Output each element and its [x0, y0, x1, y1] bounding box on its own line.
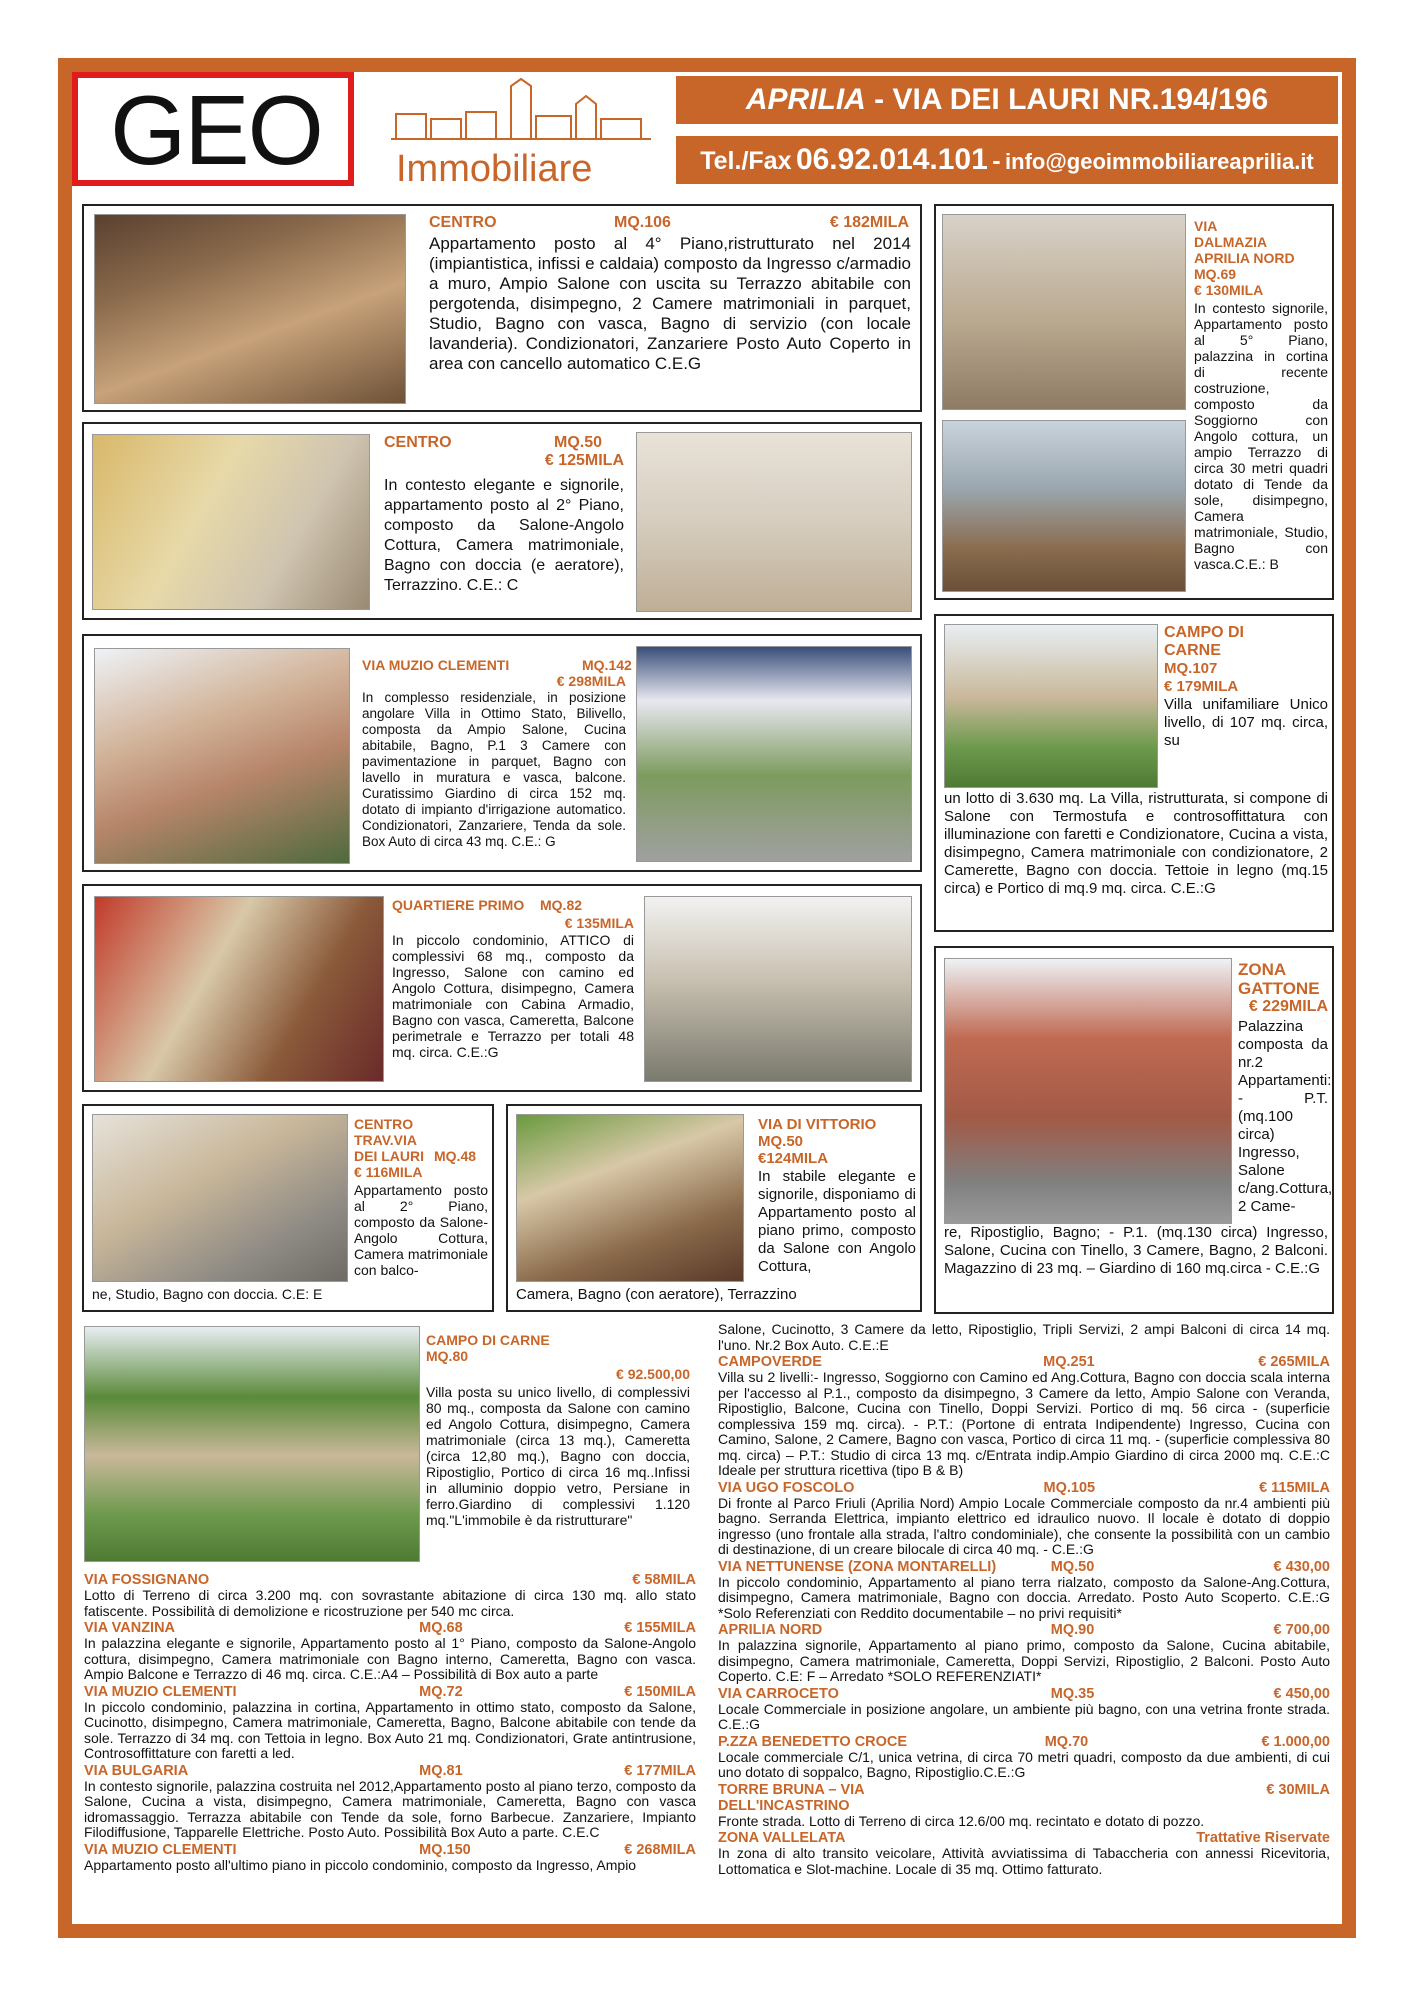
- list-size: MQ.70: [1044, 1733, 1089, 1750]
- list-item[interactable]: [718, 1734, 1330, 1781]
- size-label: MQ.48: [434, 1148, 477, 1164]
- list-size: [1012, 1830, 1182, 1846]
- zone-label-line1: VIA: [1194, 218, 1218, 234]
- address-city: APRILIA: [745, 83, 866, 116]
- list-item[interactable]: [84, 1842, 696, 1874]
- list-description: In palazzina signorile, Appartamento al piano primo, composto da Salone, Cucina abitabile, disimpegno, Camera matrimoniale, Cameretta, Doppi Servizi, Ripostiglio, 2 Balconi. Posto Auto Coperto. C.E: F – Arredato *SOLO REFERENZIATI*: [718, 1637, 1330, 1684]
- list-item[interactable]: [718, 1480, 1330, 1558]
- listing-trav-via-dei-lauri[interactable]: [82, 1104, 494, 1312]
- photo-terrace: [644, 896, 912, 1082]
- list-size: MQ.35: [1050, 1685, 1095, 1702]
- list-description: Villa su 2 livelli:- Ingresso, Soggiorno con Camino ed Ang.Cottura, Bagno con doccia scala interna per l'accesso al P.1., composto da disimpegno, 3 Camere da letto, Ampio Salone con Veranda, Ripostiglio, Balcone, Cucina con Tinello, Doppi Servizi. Portico di mq. 56 circa - (superficie complessiva 159 mq. circa). - P.T.: (Portone di entrata Indipendente) Ingresso, Cucina con Camino, Salone, 2 Camere, Bagno con vasca, Portico di circa 11 mq. - (superficie complessiva 80 mq. circa) – P.T.: Studio di circa 13 mq. c/Entrata indip.Ampio Giardino di circa 2000 mq. C.E.:C Ideale per struttura ricettiva (tipo B & B): [718, 1369, 1330, 1478]
- photo-living-room: [942, 214, 1186, 410]
- price-label: € 125MILA: [544, 452, 624, 469]
- list-zone: VIA CARROCETO: [718, 1685, 839, 1702]
- listing-quartiere-primo[interactable]: [82, 884, 922, 1092]
- list-zone: VIA UGO FOSCOLO: [718, 1479, 855, 1496]
- list-size: MQ.251: [1043, 1354, 1095, 1370]
- photo-balcony: [92, 434, 370, 610]
- list-description: In contesto signorile, palazzina costruita nel 2012,Appartamento posto al piano terzo, composto da Salone, Cucina a vista, disimpegno, Camera matrimoniale, Cameretta, Bagno con vasca idromassaggio. Terrazza abitabile con Tende da sole, forno Barbecue. Zanzariere, Impianto Filodiffusione, Tapparelle Elettriche. Posto Auto. Possibilità Box Auto a parte. C.E.C: [84, 1777, 696, 1840]
- right-listings: [718, 1322, 1330, 1918]
- photo-terrace: [942, 420, 1186, 592]
- listing-description-bottom: re, Ripostiglio, Bagno; - P.1. (mq.130 circa) Ingresso, Salone, Cucina con Tinello, 3 Camere, Bagno, 2 Balconi. Magazzino di 23 mq. – Giardino di 160 mq.circa - C.E.:G: [944, 1224, 1328, 1277]
- list-description: Locale Commerciale in posizione angolare, un ambiente più bagno, con una vetrina fronte strada. C.E.:G: [718, 1700, 1330, 1732]
- list-size: MQ.105: [1043, 1479, 1096, 1496]
- list-item[interactable]: [84, 1684, 696, 1762]
- list-price: Trattative Riservate: [1196, 1830, 1330, 1846]
- list-item[interactable]: [84, 1572, 696, 1619]
- zone-label-line1: CENTRO: [354, 1116, 414, 1132]
- phone-number[interactable]: 06.92.014.101: [795, 143, 988, 176]
- list-description: Fronte strada. Lotto di Terreno di circa 12.6/00 mq. recintato e dotato di pozzo.: [718, 1812, 1205, 1829]
- list-size: MQ.68: [419, 1620, 463, 1636]
- listing-description: In contesto signorile, Appartamento posto al 5° Piano, palazzina in cortina di recente costruzione, composto da Soggiorno con Angolo cottura, un ampio Terrazzo di circa 30 metri quadri dotato di Tende da sole, disimpegno, Camera matrimoniale, Studio, Bagno con vasca.C.E.: B: [1194, 300, 1328, 572]
- list-zone: TORRE BRUNA – VIA DELL'INCASTRINO: [718, 1781, 865, 1814]
- size-label: MQ.106: [614, 214, 671, 231]
- zone-label: VIA DI VITTORIO: [758, 1116, 877, 1133]
- geo-logo: [72, 72, 354, 186]
- list-price: € 268MILA: [624, 1841, 696, 1858]
- left-listings: [84, 1572, 696, 1914]
- list-item[interactable]: [718, 1354, 1330, 1479]
- listing-campo-80[interactable]: [82, 1322, 700, 1570]
- listing-description-top: Palazzina composta da nr.2 Appartamenti: - P.T. (mq.100 circa) Ingresso, Salone c/ang.Cottura, 2 Came-: [1238, 1018, 1333, 1215]
- list-zone: APRILIA NORD: [718, 1622, 823, 1638]
- list-price: € 115MILA: [1259, 1479, 1330, 1496]
- town-skyline-icon: [386, 74, 656, 144]
- zone-label: VIA MUZIO CLEMENTI: [362, 657, 510, 673]
- geo-logo-text: GEO: [110, 75, 322, 185]
- list-zone: CAMPOVERDE: [718, 1354, 822, 1370]
- photo-villa: [84, 1326, 420, 1562]
- list-zone: VIA NETTUNENSE (ZONA MONTARELLI): [718, 1558, 997, 1575]
- listing-campo-107[interactable]: [934, 614, 1334, 932]
- listing-description-top: In stabile elegante e signorile, disponiamo di Appartamento posto al piano primo, composto da Salone con Angolo Cottura,: [758, 1168, 916, 1275]
- list-price: € 155MILA: [624, 1620, 696, 1636]
- list-item[interactable]: [718, 1782, 1330, 1830]
- zone-label: CENTRO: [429, 214, 497, 231]
- zone-label-line3: DEI LAURI: [354, 1148, 424, 1164]
- list-zone: VIA FOSSIGNANO: [84, 1572, 210, 1588]
- photo-building: [944, 958, 1232, 1224]
- listing-description-bottom: un lotto di 3.630 mq. La Villa, ristrutturata, si compone di Salone con Termostufa e controsoffittatura con illuminazione con faretti e Condizionatore, Cucina a vista, disimpegno, Camera matrimoniale con condizionatore, 2 Camerette, Bagno con doccia. Tettoie in legno (mq.15 circa) e Portico di mq.9 mq. circa. C.E.:G: [944, 790, 1328, 897]
- zone-label-line2: TRAV.VIA: [354, 1132, 418, 1148]
- list-item[interactable]: [718, 1622, 1330, 1685]
- listing-gattone[interactable]: [934, 946, 1334, 1314]
- size-label: MQ.50: [554, 434, 603, 451]
- size-label: MQ.107: [1164, 660, 1218, 677]
- listing-description-bottom: ne, Studio, Bagno con doccia. C.E: E: [92, 1286, 323, 1302]
- brand-logo: [386, 74, 656, 190]
- photo-villa: [94, 648, 350, 864]
- size-label: MQ.69: [1194, 266, 1237, 282]
- list-item[interactable]: [84, 1620, 696, 1683]
- list-zone: ZONA VALLELATA: [718, 1830, 846, 1846]
- photo-villa: [944, 624, 1158, 788]
- zone-label-line1: CAMPO DI: [1164, 624, 1244, 641]
- listing-description: In complesso residenziale, in posizione angolare Villa in Ottimo Stato, Bilivello, composta da Ampio Salone, Cucina abitabile, Bagno, P.1 3 Camere con pavimentazione in parquet, Bagno con lavello in muratura e vasca, balcone. Curatissimo Giardino di circa 152 mq. dotato di impianto d'irrigazione automatico. Condizionatori, Zanzariere, Tenda da sole. Box Auto di circa 43 mq. C.E.: G: [362, 690, 626, 849]
- list-zone: P.ZZA BENEDETTO CROCE: [718, 1733, 908, 1750]
- listing-description: Appartamento posto al 4° Piano,ristrutturato nel 2014 (impiantistica, infissi e caldaia) composto da Ingresso c/armadio a muro, Ampio Salone con uscita su Terrazzo abitabile con pergotenda, disimpegno, 2 Camere matrimoniali in parquet, Studio, Bagno con vasca, Bagno di servizio (con locale lavanderia). Condizionatori, Zanzariere Posto Auto Coperto in area con cancello automatico C.E.G: [429, 234, 911, 373]
- list-zone: VIA MUZIO CLEMENTI: [84, 1683, 237, 1700]
- size-label: MQ.80: [426, 1348, 469, 1364]
- size-label: MQ.142: [582, 657, 632, 673]
- list-description: Di fronte al Parco Friuli (Aprilia Nord) Ampio Locale Commerciale composto da nr.4 ambienti più bagno. Serranda Elettrica, impianto elettrico ed idraulico nuovo. Il locale è dotato di doppio ingresso (uno frontale alla strada, l'altro condominiale), che consente la possibilità con un cambio di destinazione, di un creare bilocale di circa 40 mq. - C.E.:G: [718, 1494, 1330, 1557]
- contact-separator: -: [992, 147, 1001, 175]
- price-label: € 229MILA: [1248, 998, 1328, 1015]
- list-size: MQ.72: [419, 1683, 463, 1700]
- list-size: [1047, 1782, 1217, 1814]
- list-description: In piccolo condominio, Appartamento al piano terra rialzato, composto da Salone-Ang.Cottura, disimpegno, Camera matrimoniale, Bagno con doccia. Arredato. Posto Auto Scoperto. C.E.:G *Solo Referenziati con Reddito documentabile – no privi requisiti*: [718, 1573, 1330, 1621]
- list-size: MQ.150: [419, 1841, 471, 1858]
- address-banner: [676, 76, 1338, 124]
- photo-terrace: [94, 214, 406, 404]
- list-item[interactable]: [718, 1559, 1330, 1622]
- list-size: MQ.50: [1050, 1558, 1095, 1575]
- list-description: Appartamento posto all'ultimo piano in piccolo condominio, composto da Ingresso, Ampio: [84, 1856, 637, 1873]
- price-label: € 135MILA: [564, 915, 634, 931]
- list-item[interactable]: [718, 1686, 1330, 1733]
- zone-label-line2: CARNE: [1164, 642, 1221, 659]
- list-size: MQ.90: [1050, 1622, 1095, 1638]
- listing-description-top: Villa unifamiliare Unico livello, di 107 mq. circa, su: [1164, 696, 1328, 749]
- listing-description: In contesto elegante e signorile, appartamento posto al 2° Piano, composto da Salone-Angolo Cottura, Camera matrimoniale, Bagno con doccia (e aeratore), Terrazzino. C.E.: C: [384, 477, 624, 594]
- price-label: € 92.500,00: [616, 1366, 690, 1382]
- zone-label-line3: APRILIA NORD: [1194, 250, 1295, 266]
- listing-centro-106[interactable]: [82, 204, 922, 412]
- list-description: Locale commerciale C/1, unica vetrina, di circa 70 metri quadri, composto da due ambienti, di cui uno dotato di soppalco, Bagno, Ripostiglio.C.E.:G: [718, 1748, 1330, 1780]
- zone-label-line2: DALMAZIA: [1194, 234, 1268, 250]
- listing-centro-50[interactable]: [82, 422, 922, 620]
- price-label: € 179MILA: [1164, 678, 1239, 695]
- list-item[interactable]: [718, 1830, 1330, 1877]
- list-description: In piccolo condominio, palazzina in cortina, Appartamento in ottimo stato, composto da Salone, Cucinotto, disimpegno, Camera matrimoniale, Cameretta, Bagno, Balcone abitabile con tende da sole. Terrazzo di 34 mq. con Tettoia in legno. Box Auto 21 mq. Condizionatori, Grate antintrusione, Controsoffittature con faretti a led.: [84, 1698, 696, 1761]
- email-link[interactable]: info@geoimmobiliareaprilia.it: [1005, 149, 1314, 174]
- list-price: € 58MILA: [632, 1572, 696, 1588]
- price-label: € 182MILA: [829, 214, 909, 231]
- list-size: [423, 1572, 583, 1588]
- size-label: MQ.82: [540, 897, 583, 913]
- list-continuation: Salone, Cucinotto, 3 Camere da letto, Ripostiglio, Tripli Servizi, 2 ampi Balconi di circa 14 mq. l'uno. Nr.2 Box Auto. C.E.:E: [718, 1322, 1330, 1353]
- price-label: €124MILA: [758, 1150, 829, 1167]
- photo-kitchen: [516, 1114, 744, 1282]
- price-label: € 130MILA: [1194, 282, 1264, 298]
- zone-label: CENTRO: [384, 434, 452, 451]
- list-zone: VIA VANZINA: [84, 1620, 176, 1636]
- listing-description-top: Appartamento posto al 2° Piano, composto da Salone-Angolo Cottura, Camera matrimoniale con balco-: [354, 1182, 488, 1278]
- list-price: € 30MILA: [1266, 1781, 1330, 1798]
- listing-description: In piccolo condominio, ATTICO di complessivi 68 mq., composto da Ingresso, Salone con camino ed Angolo Cottura, disimpegno, Camera matrimoniale con Cabina Armadio, Bagno con vasca, Cameretta, Balcone perimetrale e Terrazzo per totali 48 mq. circa. C.E.:G: [392, 932, 634, 1060]
- list-description: In palazzina elegante e signorile, Appartamento posto al 1° Piano, composto da Salone-Angolo cottura, disimpegno, Camera matrimoniale con Bagno interno, Cameretta, Bagno con vasca. Ampio Balcone e Terrazzo di 46 mq. circa. C.E.:A4 – Possibilità di Box auto a parte: [84, 1635, 696, 1682]
- address-street: - VIA DEI LAURI NR.194/196: [865, 83, 1269, 116]
- brand-name: Immobiliare: [396, 148, 593, 190]
- list-zone: VIA MUZIO CLEMENTI: [84, 1841, 237, 1858]
- list-description: Lotto di Terreno di circa 3.200 mq. con sovrastante abitazione di circa 130 mq. allo stato fatiscente. Possibilità di demolizione e ricostruzione per 540 mc circa.: [84, 1587, 696, 1619]
- list-price: € 265MILA: [1258, 1354, 1330, 1370]
- zone-label-line1: ZONA: [1238, 960, 1287, 979]
- list-price: € 430,00: [1273, 1558, 1330, 1575]
- list-size: MQ.81: [419, 1762, 463, 1779]
- listing-via-di-vittorio[interactable]: [506, 1104, 922, 1312]
- size-label: MQ.50: [758, 1133, 804, 1150]
- list-price: € 700,00: [1273, 1622, 1330, 1638]
- list-price: € 150MILA: [624, 1683, 696, 1700]
- list-description: In zona di alto transito veicolare, Attività avviatissima di Tabaccheria con annessi Ricevitoria, Lottomatica e Slot-machine. Locale di 35 mq. Ottimo fatturato.: [718, 1845, 1330, 1877]
- list-item[interactable]: [84, 1763, 696, 1841]
- zone-label: CAMPO DI CARNE: [426, 1332, 550, 1348]
- zone-label: QUARTIERE PRIMO: [392, 897, 525, 913]
- list-price: € 450,00: [1273, 1685, 1330, 1702]
- photo-living-room: [94, 896, 384, 1082]
- zone-label-line2: GATTONE: [1238, 979, 1320, 998]
- photo-living-room: [92, 1114, 348, 1282]
- price-label: € 116MILA: [354, 1164, 423, 1180]
- listing-dalmazia[interactable]: [934, 204, 1334, 600]
- listing-muzio-142[interactable]: [82, 634, 922, 872]
- list-price: € 177MILA: [624, 1762, 696, 1779]
- photo-living-room: [636, 432, 912, 612]
- listing-description: Villa posta su unico livello, di complessivi 80 mq., composta da Salone con camino ed Angolo Cottura, disimpegno, Camera matrimoniale (circa 13 mq.), Cameretta (circa 12,80 mq.), Bagno con doccia, Ripostiglio, Portico di circa 16 mq..Infissi in alluminio doppio vetro, Persiane in ferro.Giardino di complessivi 1.120 mq."L'immobile è da ristrutturare": [426, 1384, 690, 1528]
- photo-garden: [636, 646, 912, 862]
- list-zone: VIA BULGARIA: [84, 1762, 189, 1779]
- contact-banner: [676, 136, 1338, 184]
- list-price: € 1.000,00: [1261, 1733, 1330, 1750]
- phone-label: Tel./Fax: [700, 147, 792, 175]
- listing-description-bottom: Camera, Bagno (con aeratore), Terrazzino: [516, 1286, 797, 1303]
- price-label: € 298MILA: [556, 673, 626, 689]
